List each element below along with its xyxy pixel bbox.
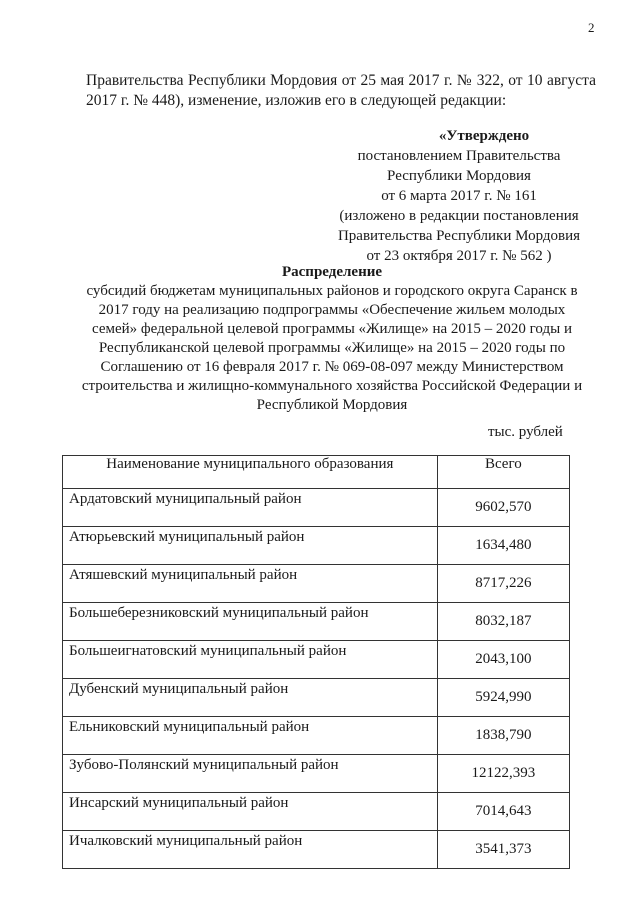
table-row xyxy=(63,527,570,565)
table-row xyxy=(63,489,570,527)
document-subtitle: субсидий бюджетам муниципальных районов и городского округа Саранск в 2017 году на реализацию подпрограммы «Обеспечение жильем молодых семей» федеральной целевой программы «Жилище» на 2015 – 2020 годы и Республиканской целевой программы «Жилище» на 2015 – 2020 годы по Соглашению от 16 февраля 2017 г. № 069-08-097 между Министерством строительства и жилищно-коммунального хозяйства Российской Федерации и Республикой Мордовия xyxy=(81,283,583,413)
municipality-total: 5924,990 xyxy=(437,679,569,717)
municipality-name: Зубово-Полянский муниципальный район xyxy=(63,755,438,793)
municipality-total: 1838,790 xyxy=(437,717,569,755)
document-title: Распределение xyxy=(281,264,383,280)
municipality-total: 8717,226 xyxy=(437,565,569,603)
approval-line: постановлением Правительства xyxy=(357,148,561,164)
municipality-total: 1634,480 xyxy=(437,527,569,565)
table-row xyxy=(63,755,570,793)
municipality-name: Атюрьевский муниципальный район xyxy=(63,527,438,565)
municipality-name: Ардатовский муниципальный район xyxy=(63,489,438,527)
municipality-name: Ельниковский муниципальный район xyxy=(63,717,438,755)
municipality-total: 3541,373 xyxy=(437,831,569,869)
municipality-total: 2043,100 xyxy=(437,641,569,679)
table-row xyxy=(63,717,570,755)
page-number: 2 xyxy=(588,20,595,35)
approval-line: Республики Мордовия xyxy=(387,168,531,184)
approval-line: Правительства Республики Мордовия xyxy=(337,228,581,244)
document-heading xyxy=(80,263,584,415)
municipality-total: 8032,187 xyxy=(437,603,569,641)
municipality-name: Атяшевский муниципальный район xyxy=(63,565,438,603)
municipality-total: 9602,570 xyxy=(437,489,569,527)
municipality-name: Большеигнатовский муниципальный район xyxy=(63,641,438,679)
table-row xyxy=(63,603,570,641)
continuation-paragraph: Правительства Республики Мордовия от 25 мая 2017 г. № 322, от 10 августа 2017 г. № 448), изменение, изложив его в следующей редакции: xyxy=(86,72,596,109)
approval-heading: «Утверждено xyxy=(438,128,530,144)
municipality-name: Большеберезниковский муниципальный район xyxy=(63,603,438,641)
column-header-name: Наименование муниципального образования xyxy=(63,456,438,489)
municipality-name: Инсарский муниципальный район xyxy=(63,793,438,831)
municipality-name: Дубенский муниципальный район xyxy=(63,679,438,717)
approval-line: от 6 марта 2017 г. № 161 xyxy=(381,188,537,204)
approval-block xyxy=(320,126,598,266)
municipality-name: Ичалковский муниципальный район xyxy=(63,831,438,869)
table-row xyxy=(63,679,570,717)
table-row xyxy=(63,793,570,831)
table-row xyxy=(63,831,570,869)
table-row xyxy=(63,641,570,679)
unit-label: тыс. рублей xyxy=(488,424,563,440)
municipality-total: 12122,393 xyxy=(437,755,569,793)
distribution-table xyxy=(62,455,570,869)
table-row xyxy=(63,565,570,603)
municipality-total: 7014,643 xyxy=(437,793,569,831)
table-header-row xyxy=(63,456,570,489)
column-header-total: Всего xyxy=(437,456,569,489)
approval-line: от 23 октября 2017 г. № 562 ) xyxy=(366,248,552,264)
approval-line: (изложено в редакции постановления xyxy=(339,208,579,224)
